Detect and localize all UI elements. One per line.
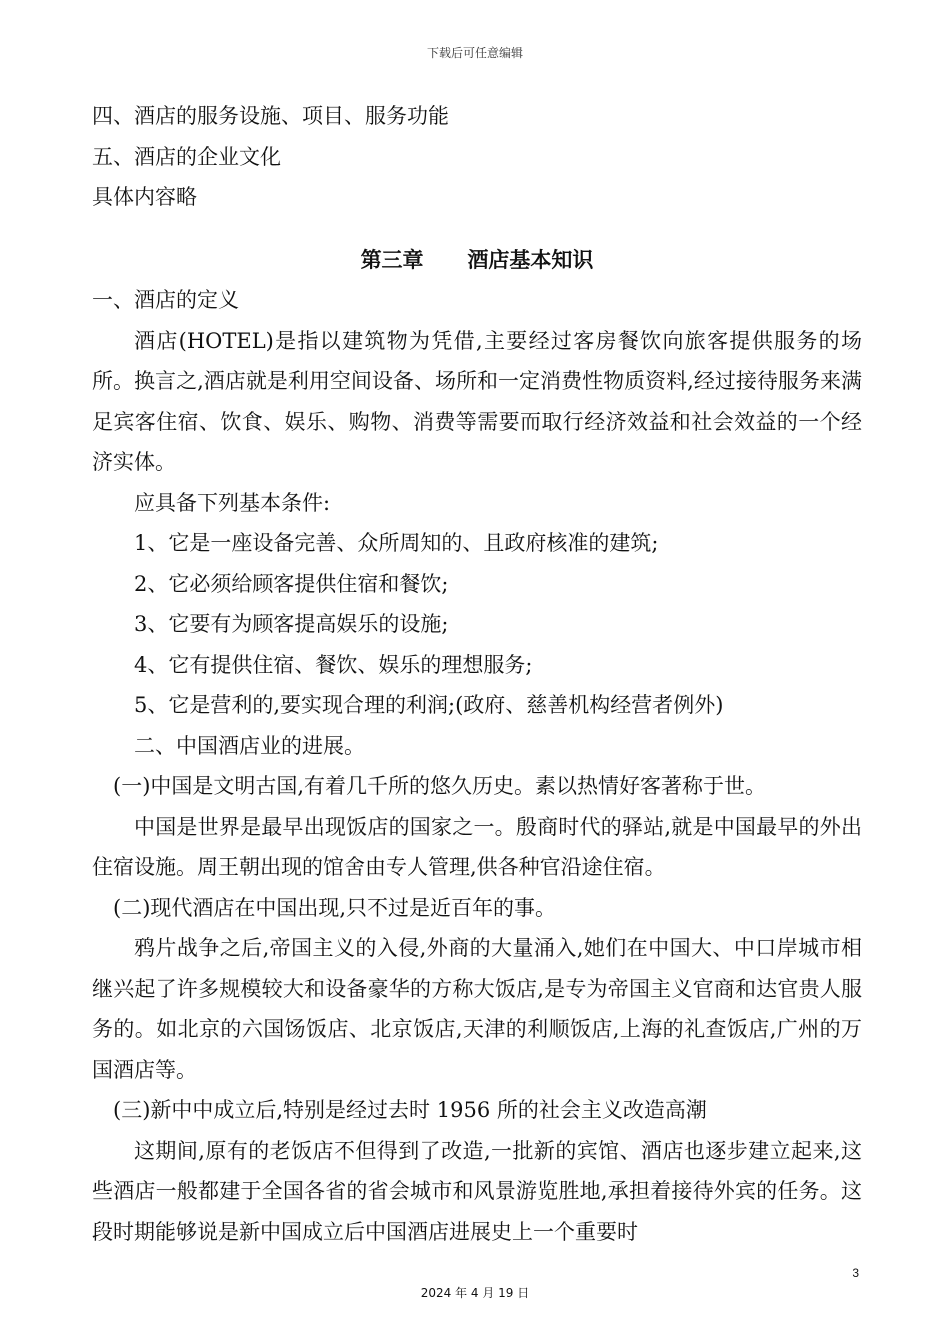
condition-item: 5、它是营利的,要实现合理的利润;(政府、慈善机构经营者例外) — [134, 693, 724, 717]
paragraph-ancient-history: 中国是世界是最早出现饭店的国家之一。殷商时代的驿站,就是中国最早的外出住宿设施。周王朝出现的馆舍由专人管理,供各种官沿途住宿。 — [92, 814, 862, 879]
page-header-note: 下载后可任意编辑 — [426, 46, 523, 60]
section-heading-development: 二、中国酒店业的进展。 — [134, 733, 365, 758]
page-number: 3 — [852, 1266, 859, 1280]
content-omitted-note: 具体内容略 — [92, 185, 197, 209]
condition-item: 4、它有提供住宿、餐饮、娱乐的理想服务; — [134, 652, 533, 677]
condition-item: 3、它要有为顾客提高娱乐的设施; — [134, 612, 449, 636]
paragraph-hotel-definition: 酒店(HOTEL)是指以建筑物为凭借,主要经过客房餐饮向旅客提供服务的场所。换言之,酒店就是利用空间设备、场所和一定消费性物质资料,经过接待服务来满足宾客住宿、饮食、娱乐、购物、消费等需要而取行经济效益和社会效益的一个经济实体。 — [92, 328, 862, 474]
list-item-corporate-culture: 五、酒店的企业文化 — [92, 144, 281, 169]
paragraph-modern-hotels: 鸦片战争之后,帝国主义的入侵,外商的大量涌入,她们在中国大、中口岸城市相继兴起了许多规模较大和设备豪华的方称大饭店,是专为帝国主义官商和达官贵人服务的。如北京的六国饧饭店、北京饭店,天津的利顺饭店,上海的礼查饭店,广州的万国酒店等。 — [92, 936, 862, 1082]
paragraph-new-china-hotels: 这期间,原有的老饭店不但得到了改造,一批新的宾馆、酒店也逐步建立起来,这些酒店一般都建于全国各省的省会城市和风景游览胜地,承担着接待外宾的任务。这段时期能够说是新中国成立后中国酒店进展史上一个重要时 — [92, 1138, 862, 1244]
conditions-intro: 应具备下列基本条件: — [134, 490, 331, 515]
list-item-service-facilities: 四、酒店的服务设施、项目、服务功能 — [92, 104, 449, 128]
condition-item: 2、它必须给顾客提供住宿和餐饮; — [134, 571, 449, 596]
subsection-heading-modern: (二)现代酒店在中国出现,只不过是近百年的事。 — [113, 895, 557, 920]
chapter-title: 第三章 酒店基本知识 — [360, 246, 594, 272]
document-body — [92, 96, 862, 1252]
section-heading-definition: 一、酒店的定义 — [92, 288, 239, 312]
footer-date: 2024 年 4 月 19 日 — [420, 1286, 530, 1300]
subsection-heading-new-china: (三)新中中成立后,特别是经过去时 1956 所的社会主义改造高潮 — [113, 1098, 707, 1122]
condition-item: 1、它是一座设备完善、众所周知的、且政府核准的建筑; — [134, 531, 659, 555]
subsection-heading-ancient: (一)中国是文明古国,有着几千所的悠久历史。素以热情好客著称于世。 — [113, 774, 767, 798]
